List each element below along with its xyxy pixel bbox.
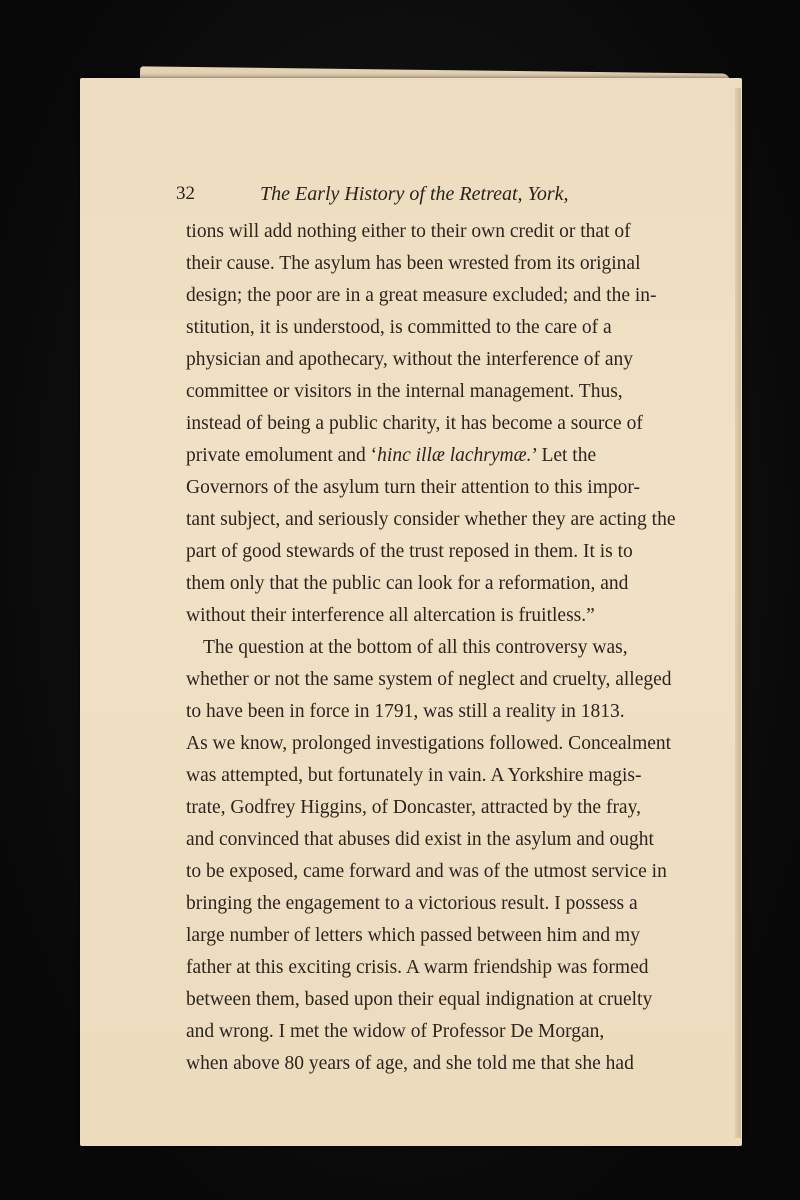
text-line: bringing the engagement to a victorious result. I possess a	[186, 893, 638, 914]
text-line: stitution, it is understood, is committed to the care of a	[186, 317, 612, 338]
text-line: part of good stewards of the trust reposed in them. It is to	[186, 541, 633, 562]
paragraph-first-line: The question at the bottom of all this controversy was,	[203, 637, 628, 658]
text-line: was attempted, but fortunately in vain. A Yorkshire magis-	[186, 765, 642, 786]
text-line: Governors of the asylum turn their attention to this impor-	[186, 477, 640, 498]
page-right-edge	[735, 88, 741, 1138]
text-line: their cause. The asylum has been wrested from its original	[186, 253, 641, 274]
text-line: when above 80 years of age, and she told me that she had	[186, 1053, 634, 1074]
text-line: physician and apothecary, without the interference of any	[186, 349, 634, 370]
running-head	[176, 183, 636, 209]
text-line: design; the poor are in a great measure excluded; and the in-	[186, 285, 657, 306]
text-line: trate, Godfrey Higgins, of Doncaster, attracted by the fray,	[186, 797, 641, 818]
text-segment: ’ Let the	[531, 445, 597, 466]
text-line: As we know, prolonged investigations followed. Concealment	[186, 733, 672, 754]
text-line: whether or not the same system of neglect and cruelty, alleged	[186, 669, 672, 690]
text-line: father at this exciting crisis. A warm friendship was formed	[186, 957, 649, 978]
text-line: large number of letters which passed between him and my	[186, 925, 640, 946]
running-head-title: The Early History of the Retreat, York,	[260, 183, 569, 205]
text-segment: private emolument and ‘	[186, 445, 378, 466]
text-line: to have been in force in 1791, was still a reality in 1813.	[186, 701, 625, 722]
text-line: and convinced that abuses did exist in the asylum and ought	[186, 829, 654, 850]
latin-quote: hinc illæ lachrymæ.	[377, 445, 532, 466]
text-line: to be exposed, came forward and was of the utmost service in	[186, 861, 667, 882]
text-line: tant subject, and seriously consider whether they are acting the	[186, 509, 676, 530]
text-line: them only that the public can look for a reformation, and	[186, 573, 629, 594]
text-line-with-latin-quote	[186, 445, 596, 467]
text-line: between them, based upon their equal indignation at cruelty	[186, 989, 653, 1010]
text-line: instead of being a public charity, it has become a source of	[186, 413, 643, 434]
page-number: 32	[176, 183, 195, 204]
text-line: without their interference all altercation is fruitless.”	[186, 605, 595, 626]
text-line: committee or visitors in the internal management. Thus,	[186, 381, 623, 402]
text-line: tions will add nothing either to their own credit or that of	[186, 221, 631, 242]
text-line: and wrong. I met the widow of Professor De Morgan,	[186, 1021, 605, 1042]
